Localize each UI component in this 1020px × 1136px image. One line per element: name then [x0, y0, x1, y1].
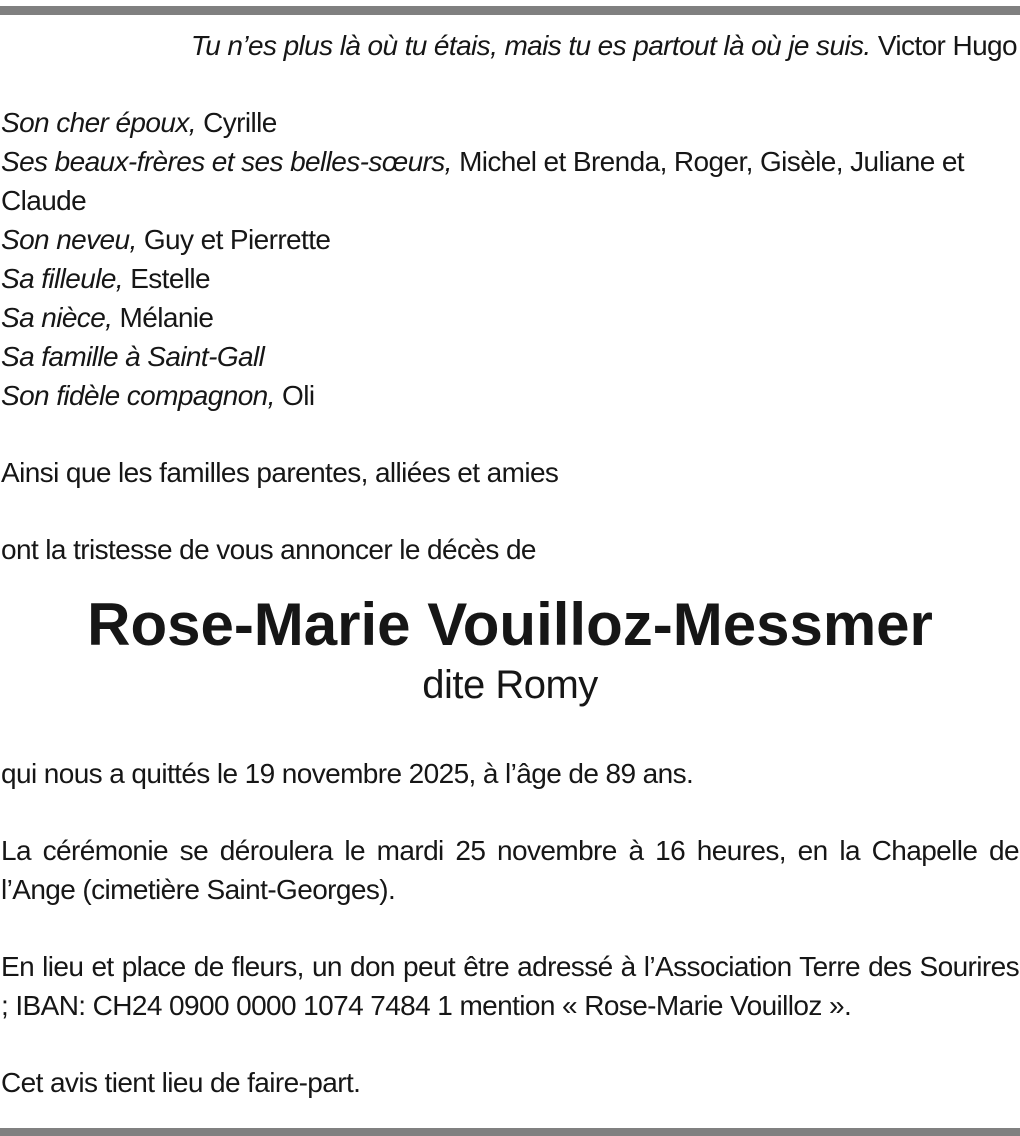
family-names: Oli [282, 380, 315, 411]
family-line-spouse [1, 103, 1019, 142]
family-role: Ses beaux-frères et ses belles-sœurs, [1, 146, 452, 177]
ceremony-paragraph: La cérémonie se déroulera le mardi 25 novembre à 16 heures, en la Chapelle de l’Ange (cimetière Saint-Georges). [1, 835, 1019, 905]
family-role: Sa famille à Saint-Gall [1, 341, 265, 372]
death-line: qui nous a quittés le 19 novembre 2025, à l’âge de 89 ans. [1, 758, 694, 789]
family-line-nephew [1, 220, 1019, 259]
bottom-divider [0, 1128, 1020, 1136]
quote-author: Victor Hugo [877, 30, 1017, 61]
family-names: Michel et Brenda, Roger, Gisèle, Juliane et Claude [1, 146, 964, 216]
closing-line: Cet avis tient lieu de faire-part. [1, 1067, 361, 1098]
donation-paragraph: En lieu et place de fleurs, un don peut être adressé à l’Association Terre des Sourires ; IBAN: CH24 0900 0000 1074 7484 1 mention « Rose-Marie Vouilloz ». [1, 951, 1019, 1021]
deceased-nickname: dite Romy [422, 663, 598, 707]
top-divider [0, 6, 1020, 15]
family-role: Son neveu, [1, 224, 137, 255]
family-line-goddaughter [1, 259, 1019, 298]
family-role: Sa nièce, [1, 302, 113, 333]
announce-line: ont la tristesse de vous annoncer le décès de [1, 534, 536, 565]
obituary-notice [1, 26, 1019, 1102]
family-line-companion [1, 376, 1019, 415]
family-names: Guy et Pierrette [143, 224, 331, 255]
family-list [1, 103, 1019, 415]
quote-text: Tu n’es plus là où tu étais, mais tu es partout là où je suis. [190, 30, 871, 61]
deceased-name: Rose-Marie Vouilloz-Messmer [87, 591, 933, 658]
family-line-in-laws [1, 142, 1019, 220]
family-names: Mélanie [119, 302, 214, 333]
families-line: Ainsi que les familles parentes, alliées et amies [1, 457, 559, 488]
family-role: Son fidèle compagnon, [1, 380, 275, 411]
epigraph [1, 26, 1017, 65]
family-names: Cyrille [203, 107, 277, 138]
family-role: Son cher époux, [1, 107, 196, 138]
family-names: Estelle [130, 263, 211, 294]
family-role: Sa filleule, [1, 263, 123, 294]
family-line-niece [1, 298, 1019, 337]
family-line-saint-gall [1, 337, 1019, 376]
